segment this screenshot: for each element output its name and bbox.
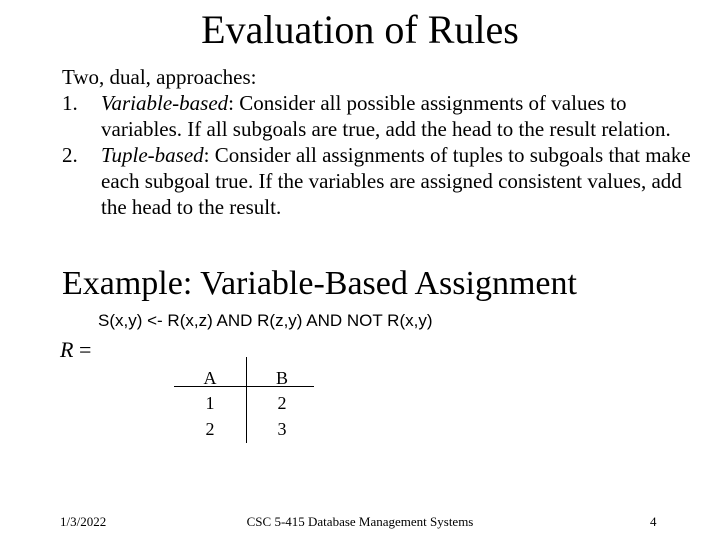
list-item-description: : Consider all possible assignments of values to variables. If all subgoals are true, add the head to the result relation. (101, 91, 671, 141)
table-cell: 2 (277, 393, 287, 413)
relation-name: R (60, 337, 74, 362)
list-item-term: Variable-based (101, 91, 229, 115)
table-header-a: A (203, 368, 217, 388)
footer-page-number: 4 (650, 514, 657, 529)
relation-table (174, 357, 314, 443)
intro-text: Two, dual, approaches: (62, 65, 257, 89)
footer-course: CSC 5-415 Database Management Systems (246, 514, 474, 529)
example-heading: Example: Variable-Based Assignment (62, 265, 577, 302)
footer-date: 1/3/2022 (60, 514, 107, 529)
list-item-variable-based (62, 90, 702, 142)
table-cell: 1 (205, 393, 215, 413)
table-cell: 2 (205, 419, 215, 439)
table-cell: 3 (277, 419, 287, 439)
datalog-rule: S(x,y) <- R(x,z) AND R(z,y) AND NOT R(x,y) (98, 311, 433, 330)
list-item-text (101, 91, 671, 141)
list-item-tuple-based (62, 142, 702, 220)
table-header-b: B (275, 368, 288, 388)
slide-title: Evaluation of Rules (201, 7, 519, 52)
table-column-divider (246, 357, 247, 443)
list-item-term: Tuple-based (101, 143, 204, 167)
list-item-text (101, 143, 691, 219)
list-item-description: : Consider all assignments of tuples to subgoals that make each subgoal true. If the variables are assigned consistent values, add the head to the result. (101, 143, 691, 219)
slide-body (62, 64, 702, 220)
relation-equals: = (73, 337, 92, 362)
list-number: 2. (62, 143, 78, 167)
relation-label (60, 336, 91, 364)
list-number: 1. (62, 91, 78, 115)
